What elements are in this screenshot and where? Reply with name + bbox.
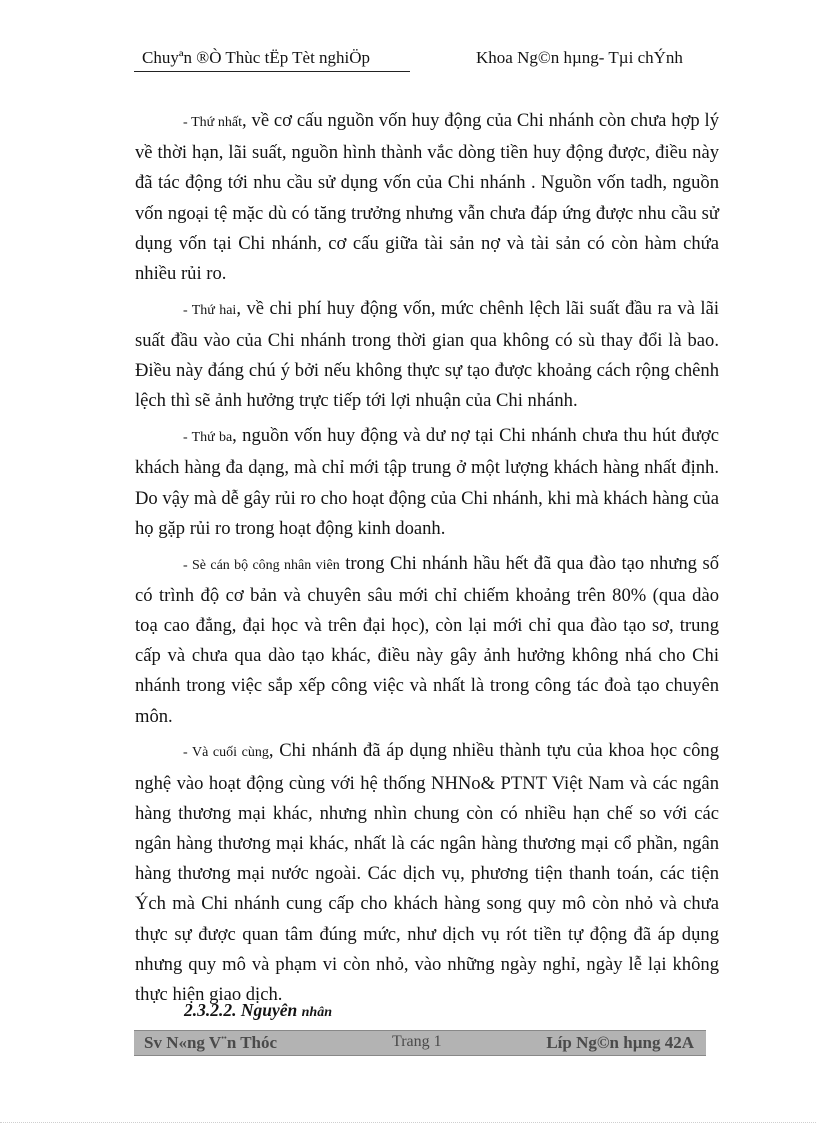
- page-header: [134, 48, 714, 72]
- paragraph-lead: - Thứ ba: [183, 430, 233, 446]
- page-footer: [134, 1030, 706, 1056]
- section-heading-main: 2.3.2.2. Nguyên: [184, 1000, 302, 1020]
- paragraph-text: , về cơ cấu nguồn vốn huy động của Chi nhánh còn chưa hợp lý về thời hạn, lãi suất, nguồn hình thành vắc dòng tiền huy động được, điều này đã tác động tới nhu cầu sử dụng vốn của Chi nhánh . Nguồn vốn tadh, nguồn vốn ngoại tệ mặc dù có tăng trưởng nhưng vẫn chưa đáp ứng được nhu cầu sử dụng vốn tại Chi nhánh, cơ cấu giữa tài sản nợ và tài sản có còn hàm chứa nhiều rủi ro.: [135, 110, 719, 285]
- paragraph-first: [135, 106, 719, 289]
- paragraph-second: [135, 294, 719, 417]
- paragraph-lead: - Thứ nhất: [183, 115, 243, 130]
- footer-page-number: Trang 1: [392, 1033, 442, 1050]
- paragraph-finally: [135, 736, 719, 1010]
- section-heading: [184, 1000, 332, 1021]
- footer-class-name: Líp Ng©n hµng 42A: [546, 1033, 694, 1052]
- paragraph-lead: - Sè cán bộ công nhân viên: [183, 557, 340, 573]
- paragraph-lead: - Và cuối cùng: [183, 745, 269, 761]
- paragraph-text: , về chi phí huy động vốn, mức chênh lệch lãi suất đầu ra và lãi suất đầu vào của Chi nhánh trong thời gian qua không có sù thay đổi là bao. Điều này đáng chú ý bởi nếu không thực sự tạo được khoảng cách rộng chênh lệch thì sẽ ảnh hưởng trực tiếp tới lợi nhuận của Chi nhánh.: [135, 297, 719, 412]
- header-faculty: Khoa Ng©n hµng- Tµi chÝnh: [476, 48, 683, 67]
- paragraph-text: , nguồn vốn huy động và dư nợ tại Chi nhánh chưa thu hút được khách hàng đa dạng, mà chỉ mới tập trung ở một lượng khách hàng nhất định. Do vậy mà dễ gây rủi ro cho hoạt động của Chi nhánh, khi mà khách hàng của họ gặp rủi ro trong hoạt động kinh doanh.: [135, 425, 719, 539]
- body-text: [135, 106, 719, 1015]
- paragraph-lead: - Thứ hai: [183, 302, 237, 318]
- section-heading-tail: nhân: [301, 1005, 332, 1020]
- paragraph-text: trong Chi nhánh hầu hết đã qua đào tạo nhưng số có trình độ cơ bản và chuyên sâu mới chỉ chiếm khoảng trên 80% (qua dào toạ cao đẳng, đại học và trên đại học), còn lại mới chỉ qua đào tạo sơ, trung cấp và chưa qua dào tạo khác, điều này gây ảnh hưởng không nhá cho Chi nhánh trong việc sắp xếp công việc và nhất là trong công tác đoà tạo chuyên môn.: [135, 552, 719, 727]
- header-document-title: Chuyªn ®Ò Thùc tËp Tèt nghiÖp: [134, 48, 410, 72]
- footer-student-name: Sv N«ng V¨n Thóc: [144, 1033, 278, 1052]
- paragraph-third: [135, 421, 719, 544]
- paragraph-text: , Chi nhánh đã áp dụng nhiều thành tựu của khoa học công nghệ vào hoạt động cùng với hệ thống NHNo& PTNT Việt Nam và các ngân hàng thương mại khác, nhưng nhìn chung còn có nhiều hạn chế so với các ngân hàng thương mại khác, nhất là các ngân hàng thương mại cổ phần, ngân hàng thương mại nước ngoài. Các dịch vụ, phương tiện thanh toán, các tiện Ých mà Chi nhánh cung cấp cho khách hàng song quy mô còn nhỏ và chưa thực sự được quan tâm đúng mức, như dịch vụ rót tiền tự động đã áp dụng nhưng quy mô và phạm vi còn nhỏ, vào những ngày nghỉ, ngày lễ lại không thực hiện giao dịch.: [135, 740, 719, 1006]
- paragraph-staff: [135, 549, 719, 732]
